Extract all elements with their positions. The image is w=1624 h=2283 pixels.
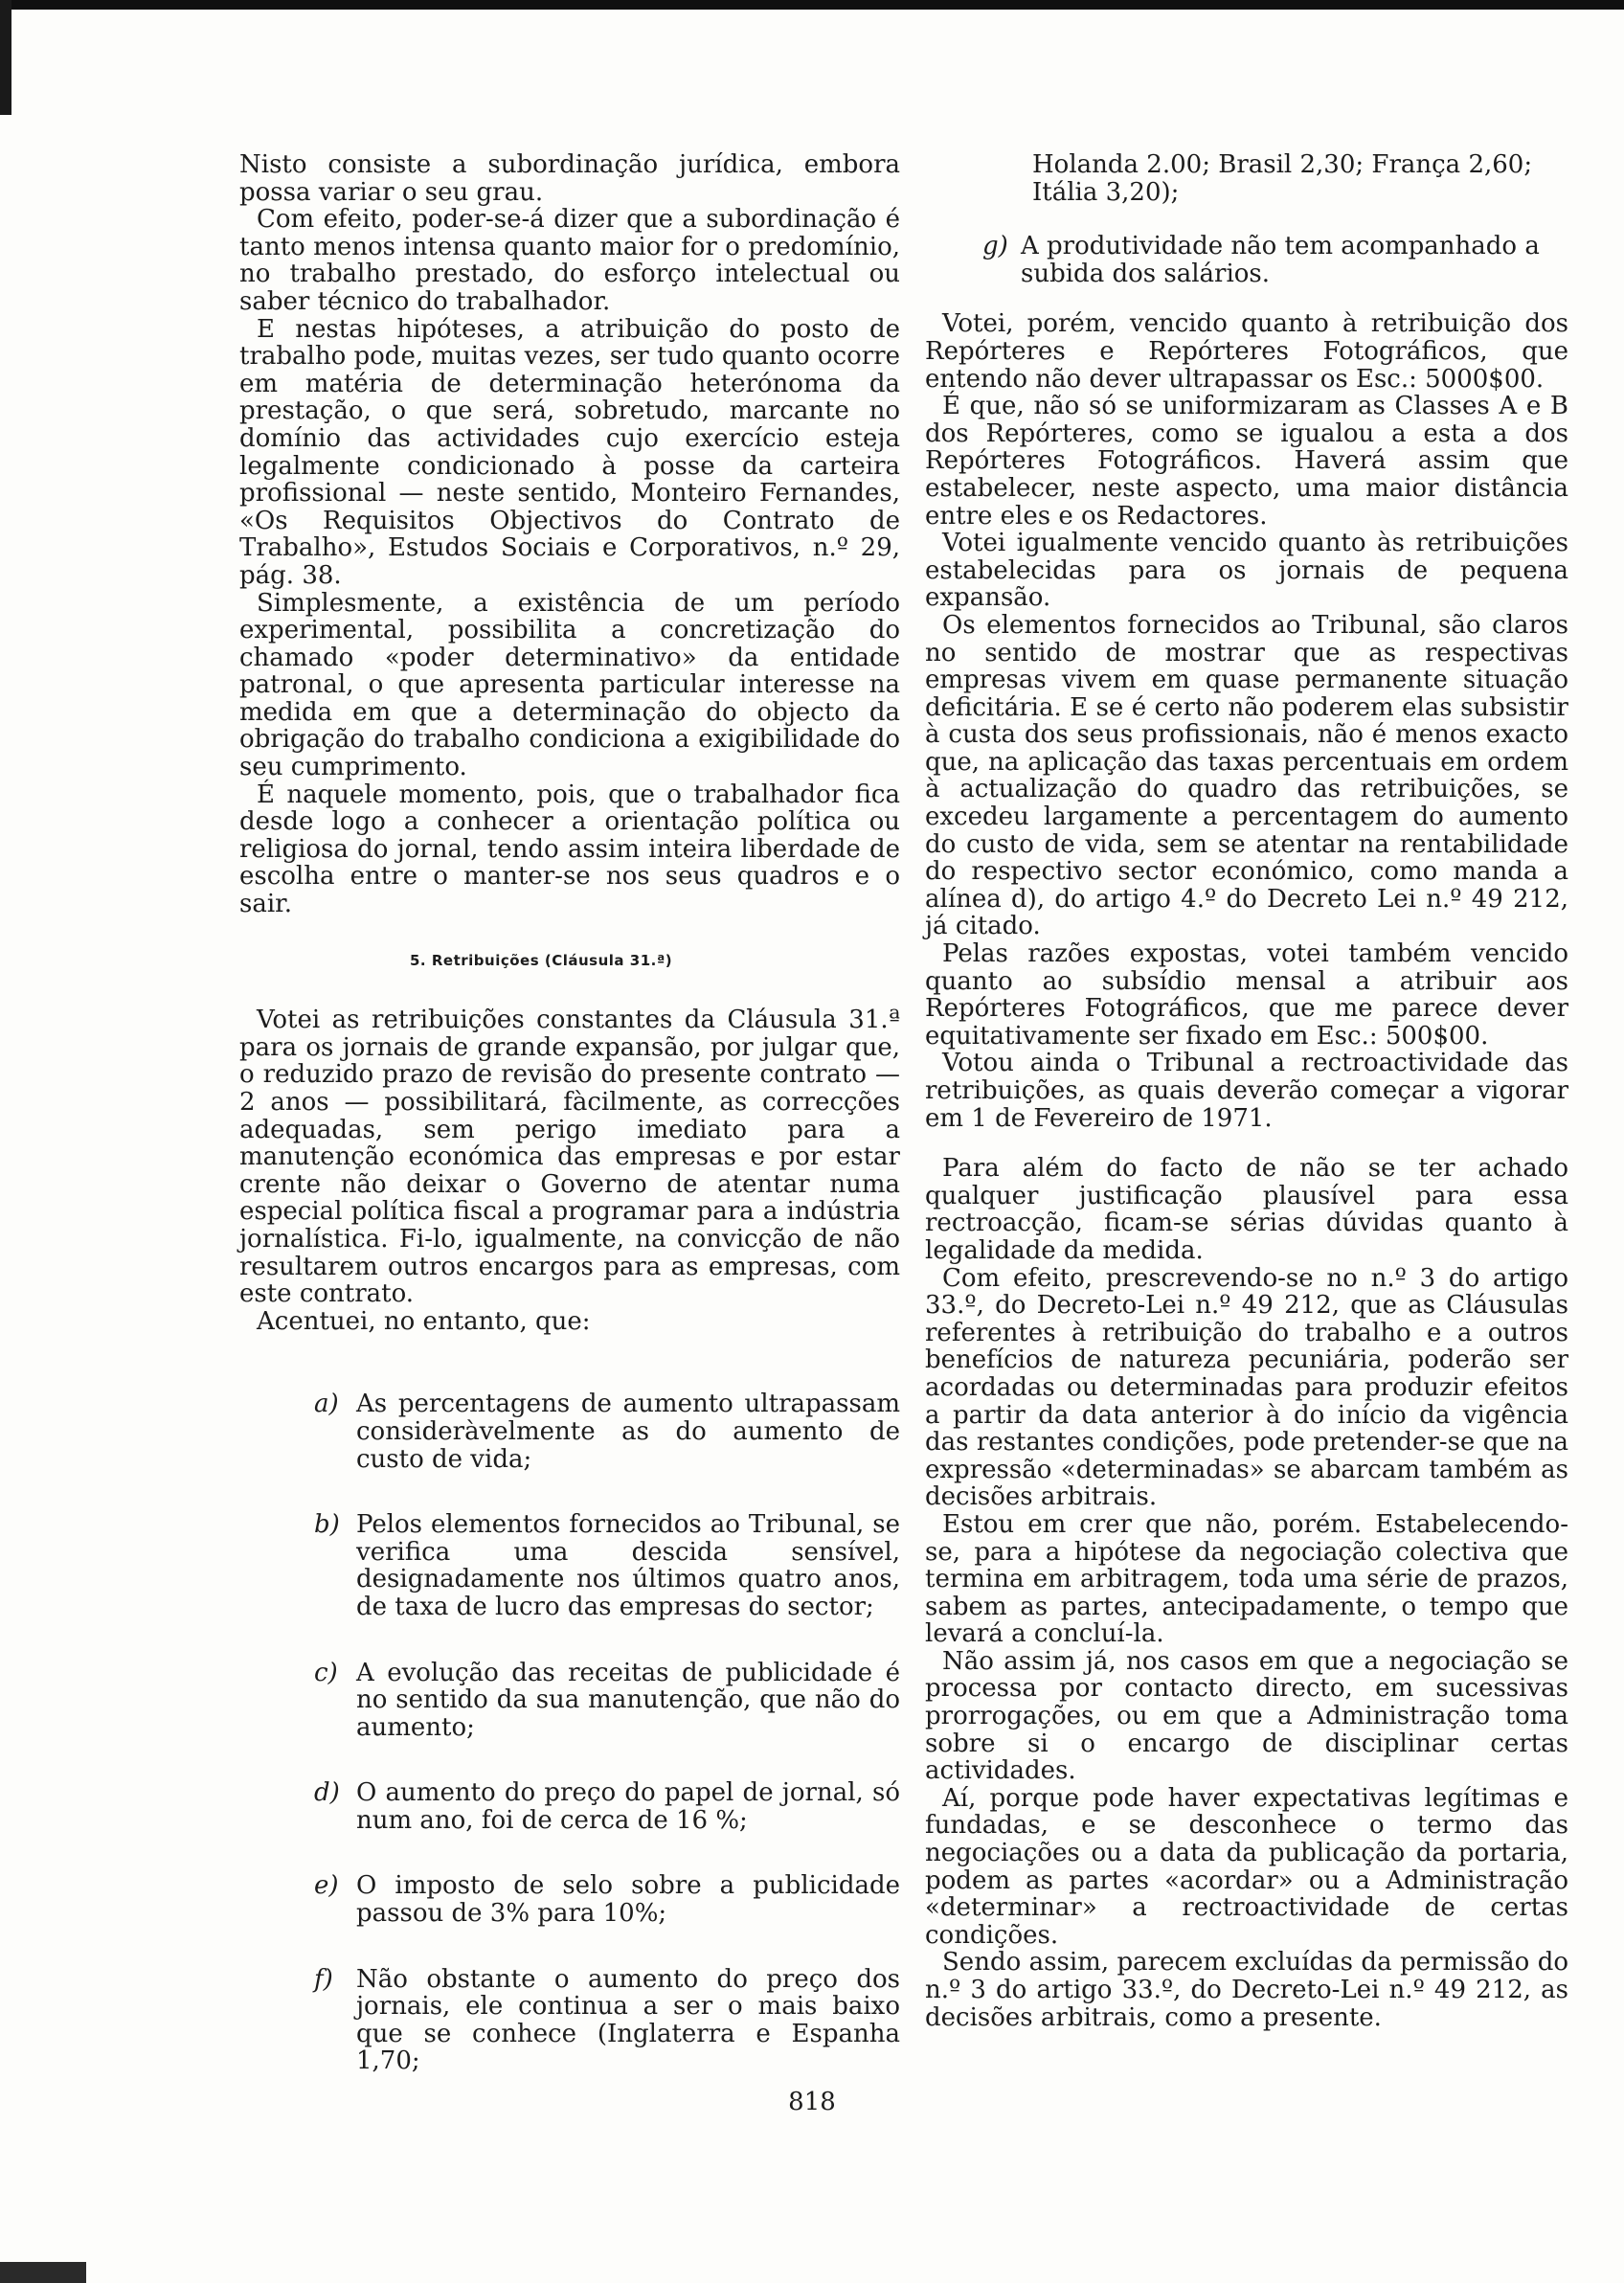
page-number: 818	[788, 2088, 836, 2116]
list-item-a	[314, 1390, 900, 1473]
paragraph: Com efeito, prescrevendo-se no n.º 3 do artigo 33.º, do Decreto-Lei n.º 49 212, que as Cláusulas referentes à retribuição do trabalho e a outros benefícios de natureza pecuniária, poderão ser acordadas ou determinadas para produzir efeitos a partir da data anterior à do início da vigência das restantes condições, pode pretender-se que na expressão «determinadas» se abarcam também as decisões arbitrais.	[925, 1263, 1568, 1512]
list-text: Não obstante o aumento do preço dos jornais, ele continua a ser o mais baixo que se conhece (Inglaterra e Espanha 1,70;	[356, 1964, 900, 2076]
paragraph: Acentuei, no entanto, que:	[257, 1306, 591, 1336]
list-label: d)	[314, 1778, 340, 1808]
paragraph: Não assim já, nos casos em que a negociação se processa por contacto directo, em sucessivas prorrogações, ou em que a Administração toma sobre si o encargo de disciplinar certas actividades.	[925, 1646, 1568, 1786]
paragraph: Com efeito, poder-se-á dizer que a subordinação é tanto menos intensa quanto maior for o predomínio, no trabalho prestado, do esforço intelectual ou saber técnico do trabalhador.	[239, 205, 900, 316]
list-label: f)	[314, 1964, 333, 1994]
paragraph: Sendo assim, parecem excluídas da permissão do n.º 3 do artigo 33.º, do Decreto-Lei n.º 49 212, as decisões arbitrais, como a presente.	[925, 1948, 1568, 2032]
paragraph: Nisto consiste a subordinação jurídica, embora possa variar o seu grau.	[239, 150, 900, 207]
paragraph: Estou em crer que não, porém. Estabelecendo-se, para a hipótese da negociação colectiva que termina em arbitragem, toda uma série de prazos, sabem as partes, antecipadamente, o tempo que levará a concluí-la.	[925, 1509, 1568, 1649]
list-label: e)	[314, 1871, 339, 1901]
list-label: g)	[982, 232, 1008, 261]
list-text: Pelos elementos fornecidos ao Tribunal, se verifica uma descida sensível, designadamente nos últimos quatro anos, de taxa de lucro das empresas do sector;	[356, 1510, 900, 1621]
paragraph: Votei, porém, vencido quanto à retribuição dos Repórteres e Repórteres Fotográficos, que entendo não dever ultrapassar os Esc.: 5000$00.	[925, 309, 1568, 394]
paragraph: Votou ainda o Tribunal a rectroactividade das retribuições, as quais deverão começar a vigorar em 1 de Fevereiro de 1971.	[925, 1049, 1568, 1133]
section-heading: 5. Retribuições (Cláusula 31.ª)	[410, 951, 673, 969]
list-item-d	[314, 1779, 900, 1834]
paragraph: É naquele momento, pois, que o trabalhador fica desde logo a conhecer a orientação política ou religiosa do jornal, tendo assim inteira liberdade de escolha entre o manter-se nos seus quadros e o sair.	[239, 780, 900, 919]
scan-border-bottom	[0, 2262, 86, 2283]
left-column	[239, 151, 900, 2113]
paragraph: Aí, porque pode haver expectativas legítimas e fundadas, e se desconhece o termo das negociações ou a data da publicação da portaria, podem as partes «acordar» ou a Administração «determinar» a rectroactividade de certas condições.	[925, 1783, 1568, 1950]
list-item-b	[314, 1511, 900, 1620]
paragraph: Votei as retribuições constantes da Cláusula 31.ª para os jornais de grande expansão, por julgar que, o reduzido prazo de revisão do presente contrato — 2 anos — possibilitará, fàcilmente, as correcções adequadas, sem perigo imediato para a manutenção económica das empresas e por estar crente não deixar o Governo de atentar numa especial política fiscal a programar para a indústria jornalística. Fi-lo, igualmente, na convicção de não resultarem outros encargos para as empresas, com este contrato.	[239, 1006, 900, 1309]
list-item-g	[982, 233, 1568, 287]
list-text: A produtividade não tem acompanhado a subida dos salários.	[1021, 232, 1540, 288]
paragraph: Pelas razões expostas, votei também vencido quanto ao subsídio mensal a atribuir aos Repórteres Fotográficos, que me parece dever equitativamente ser fixado em Esc.: 500$00.	[925, 939, 1568, 1051]
list-item-e	[314, 1872, 900, 1927]
paragraph: Para além do facto de não se ter achado qualquer justificação plausível para essa rectroacção, ficam-se sérias dúvidas quanto à legalidade da medida.	[925, 1154, 1568, 1265]
right-column	[925, 151, 1568, 2031]
list-text: As percentagens de aumento ultrapassam consideràvelmente as do aumento de custo de vida;	[356, 1390, 900, 1474]
list-text: O aumento do preço do papel de jornal, só num ano, foi de cerca de 16 %;	[356, 1778, 900, 1835]
paragraph: É que, não só se uniformizaram as Classes A e B dos Repórteres, como se igualou a esta a dos Repórteres Fotográficos. Haverá assim que estabelecer, neste aspecto, uma maior distância entre eles e os Redactores.	[925, 392, 1568, 531]
list-text: O imposto de selo sobre a publicidade passou de 3% para 10%;	[356, 1871, 900, 1929]
scan-border-top	[0, 0, 1624, 10]
list-label: c)	[314, 1658, 338, 1687]
paragraph: E nestas hipóteses, a atribuição do posto de trabalho pode, muitas vezes, ser tudo quanto ocorre em matéria de determinação heterónoma da prestação, o que será, sobretudo, marcante no domínio das actividades cujo exercício esteja legalmente condicionado à posse da carteira profissional — neste sentido, Monteiro Fernandes, «Os Requisitos Objectivos do Contrato de Trabalho», Estudos Sociais e Corporativos, n.º 29, pág. 38.	[239, 314, 900, 590]
paragraph: Votei igualmente vencido quanto às retribuições estabelecidas para os jornais de pequena expansão.	[925, 529, 1568, 613]
list-label: b)	[314, 1510, 340, 1540]
list-item-f	[314, 1966, 900, 2075]
list-label: a)	[314, 1390, 339, 1419]
list-text: A evolução das receitas de publicidade é no sentido da sua manutenção, que não do aumento;	[356, 1658, 900, 1742]
list-item-c	[314, 1660, 900, 1742]
list-continuation	[925, 151, 1568, 206]
scan-border-left	[0, 0, 11, 115]
list-text: Holanda 2.00; Brasil 2,30; França 2,60; Itália 3,20);	[1032, 150, 1533, 207]
paragraph: Os elementos fornecidos ao Tribunal, são claros no sentido de mostrar que as respectivas empresas vivem em quase permanente situação deficitária. E se é certo não poderem elas subsistir à custa dos seus profissionais, não é menos exacto que, na aplicação das taxas percentuais em ordem à actualização do quadro das retribuições, se excedeu largamente a percentagem do aumento do custo de vida, sem se atentar na rentabilidade do respectivo sector económico, como manda a alínea d), do artigo 4.º do Decreto Lei n.º 49 212, já citado.	[925, 610, 1568, 941]
paragraph: Simplesmente, a existência de um período experimental, possibilita a concretização do chamado «poder determinativo» da entidade patronal, o que apresenta particular interesse na medida em que a determinação do objecto da obrigação do trabalho condiciona a exigibilidade do seu cumprimento.	[239, 588, 900, 782]
